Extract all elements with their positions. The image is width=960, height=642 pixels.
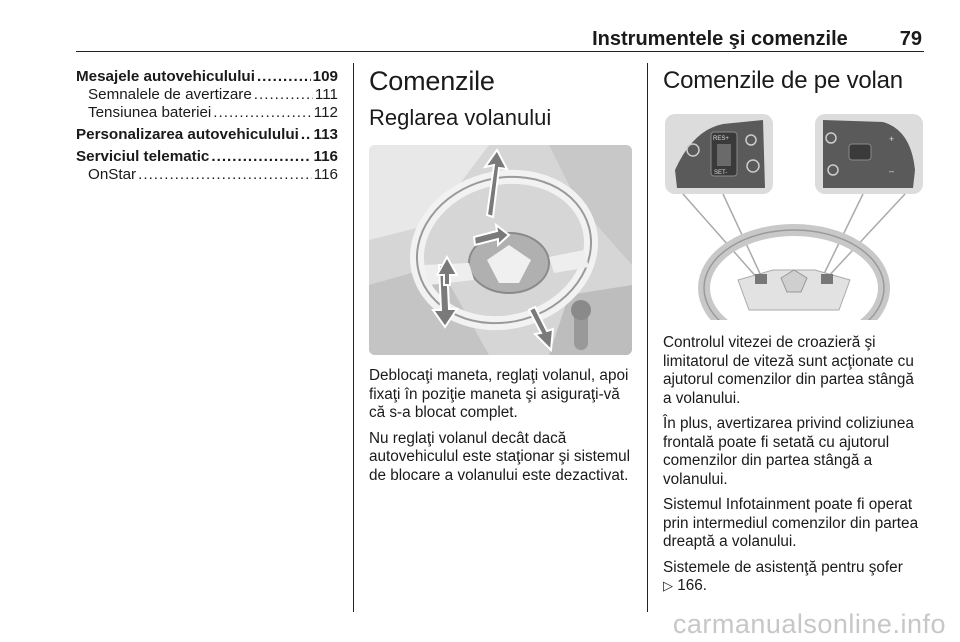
toc-entry-label: Tensiunea bateriei bbox=[88, 104, 212, 121]
watermark: carmanualsonline.info bbox=[672, 609, 946, 639]
cross-reference-arrow-icon: ▷ bbox=[663, 578, 673, 593]
running-title: Instrumentele şi comenzile bbox=[592, 28, 848, 50]
toc-entry-label: Serviciul telematic bbox=[76, 148, 210, 165]
set-label: SET- bbox=[714, 170, 728, 176]
toc-entry-label: Semnalele de avertizare bbox=[88, 86, 252, 103]
toc-entry-page: 112 bbox=[313, 104, 338, 121]
toc-entry-label: OnStar bbox=[88, 166, 137, 183]
toc-leader bbox=[138, 166, 312, 184]
toc-entry-page: 111 bbox=[314, 86, 338, 103]
toc-entry-label: Personalizarea autovehiculului bbox=[76, 126, 299, 143]
body-paragraph: În plus, avertizarea privind coliziunea frontală poate fi setată cu ajutorul comenzilor din partea stângă a volanului. bbox=[663, 415, 914, 488]
toc-entry-page: 113 bbox=[313, 126, 338, 143]
toc-leader bbox=[257, 68, 311, 86]
subsection-heading: Reglarea volanului bbox=[369, 105, 552, 130]
steering-wheel-lever-image bbox=[369, 145, 632, 355]
toc-entry[interactable] bbox=[76, 126, 338, 144]
toc-leader bbox=[254, 86, 313, 104]
toc-column bbox=[76, 68, 338, 184]
header-rule bbox=[76, 51, 924, 52]
section-heading: Comenzile de pe volan bbox=[663, 67, 903, 94]
body-paragraph: Deblocaţi maneta, reglaţi volanul, apoi fixaţi în poziţie maneta şi asiguraţi-vă că s-a blocat complet. bbox=[369, 367, 629, 421]
page-header bbox=[76, 28, 922, 50]
res-label: RES+ bbox=[713, 136, 729, 142]
body-paragraph: Controlul vitezei de croazieră şi limitatorul de viteză sunt acţionate cu ajutorul comenzilor din partea stângă a volanului. bbox=[663, 334, 914, 407]
body-paragraph: Nu reglaţi volanul decât dacă autovehiculul este staţionar şi sistemul de blocare a volanului este dezactivat. bbox=[369, 429, 631, 484]
body-paragraph: Sistemul Infotainment poate fi operat prin intermediul comenzilor din partea dreaptă a volanului. bbox=[663, 496, 919, 550]
toc-entry[interactable] bbox=[76, 68, 338, 86]
toc-entry[interactable] bbox=[76, 86, 338, 104]
toc-entry-label: Mesajele autovehiculului bbox=[76, 68, 255, 85]
toc-entry-page: 116 bbox=[313, 166, 338, 183]
toc-entry[interactable] bbox=[76, 148, 338, 166]
svg-text:+: + bbox=[889, 134, 895, 144]
middle-column bbox=[369, 66, 633, 492]
steering-adjust-illustration bbox=[369, 145, 632, 355]
column-divider-right bbox=[647, 63, 648, 612]
toc-entry-page: 109 bbox=[312, 68, 338, 85]
toc-entry-page: 116 bbox=[313, 148, 338, 165]
svg-text:–: – bbox=[889, 166, 895, 176]
section-heading: Comenzile bbox=[369, 66, 495, 96]
cross-reference-page: 166. bbox=[677, 577, 708, 594]
toc-leader bbox=[301, 126, 312, 144]
toc-entry[interactable] bbox=[76, 166, 338, 184]
column-divider-left bbox=[353, 63, 354, 612]
steering-controls-image bbox=[663, 110, 925, 320]
steering-controls-illustration bbox=[663, 110, 925, 320]
page-number: 79 bbox=[899, 28, 922, 50]
right-column bbox=[663, 66, 925, 603]
toc-entry[interactable] bbox=[76, 104, 338, 122]
cross-reference[interactable] bbox=[663, 577, 925, 596]
toc-leader bbox=[213, 104, 312, 122]
body-paragraph: Sistemele de asistenţă pentru şofer bbox=[663, 558, 903, 576]
toc-leader bbox=[211, 148, 311, 166]
